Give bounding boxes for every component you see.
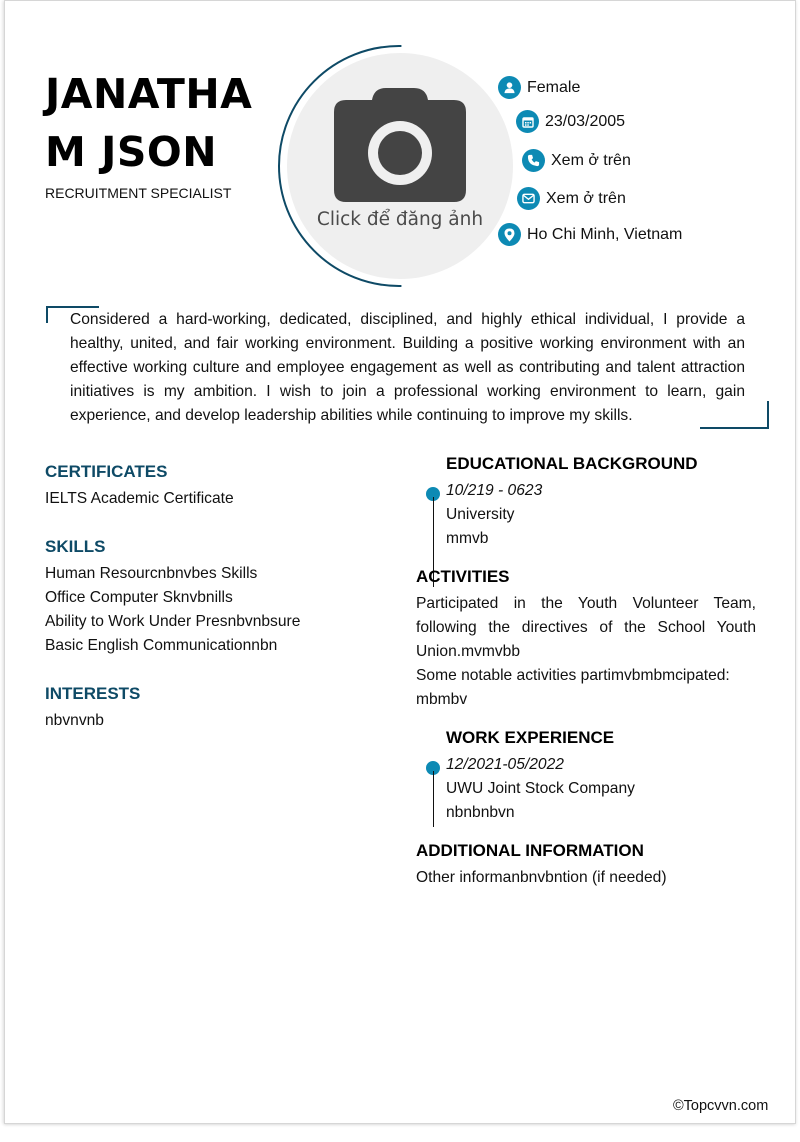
career-summary[interactable]: Considered a hard-working, dedicated, disciplined, and highly ethical individual, I provide a healthy, united, and fair working environment. Building a positive working environment with an effective working culture and employee engagement as well as contributing and talent attraction initiatives is my ambition. I wish to join a professional working environment to learn, gain experience, and develop leadership abilities while continuing to improve my skills. bbox=[70, 311, 745, 424]
section-title-interests: INTERESTS bbox=[45, 684, 141, 703]
contact-value: Xem ở trên bbox=[546, 189, 626, 207]
section-title-certificates: CERTIFICATES bbox=[45, 462, 168, 481]
timeline-line bbox=[433, 771, 435, 827]
summary-bracket-bottom-right bbox=[700, 401, 769, 429]
work-period[interactable]: 12/2021-05/2022 bbox=[446, 756, 564, 773]
additional-info-text[interactable]: Other informanbnvbntion (if needed) bbox=[416, 869, 667, 886]
work-company[interactable]: UWU Joint Stock Company bbox=[446, 780, 635, 797]
skill-item[interactable]: Human Resourcnbnvbes Skills bbox=[45, 565, 258, 582]
email-icon bbox=[517, 187, 540, 210]
contact-phone[interactable] bbox=[522, 149, 631, 172]
avatar-upload[interactable] bbox=[287, 53, 513, 279]
activity-paragraph[interactable]: Some notable activities partimvbmbmcipated: mbmbv bbox=[416, 667, 730, 708]
user-icon bbox=[498, 76, 521, 99]
education-period[interactable]: 10/219 - 0623 bbox=[446, 482, 543, 499]
contact-value: 23/03/2005 bbox=[545, 112, 626, 130]
activity-paragraph[interactable]: Participated in the Youth Volunteer Team, following the directives of the School Youth Union.mvmvbb bbox=[416, 595, 756, 660]
contact-address[interactable] bbox=[498, 223, 682, 246]
avatar-upload-label: Click để đăng ảnh bbox=[316, 209, 484, 230]
contact-value: Xem ở trên bbox=[551, 151, 631, 169]
phone-icon bbox=[522, 149, 545, 172]
certificate-item[interactable]: IELTS Academic Certificate bbox=[45, 490, 234, 507]
section-title-activities: ACTIVITIES bbox=[416, 567, 510, 586]
contact-value: Ho Chi Minh, Vietnam bbox=[527, 225, 683, 243]
interest-item[interactable]: nbvnvnb bbox=[45, 712, 104, 729]
education-school[interactable]: University bbox=[446, 506, 515, 523]
education-detail[interactable]: mmvb bbox=[446, 530, 489, 547]
work-detail[interactable]: nbnbnbvn bbox=[446, 804, 515, 821]
candidate-name[interactable] bbox=[45, 65, 275, 181]
contact-value: Female bbox=[527, 78, 581, 96]
name-line-1: JANATHA bbox=[45, 70, 253, 118]
section-title-skills: SKILLS bbox=[45, 537, 106, 556]
resume-page bbox=[4, 0, 796, 1124]
location-icon bbox=[498, 223, 521, 246]
job-title[interactable]: RECRUITMENT SPECIALIST bbox=[45, 185, 232, 201]
section-title-work-experience: WORK EXPERIENCE bbox=[446, 728, 615, 747]
contact-gender[interactable] bbox=[498, 76, 580, 99]
copyright-footer: ©Topcvvn.com bbox=[673, 1098, 769, 1114]
calendar-icon bbox=[516, 110, 539, 133]
skill-item[interactable]: Basic English Communicationnbn bbox=[45, 637, 278, 654]
name-line-2: M JSON bbox=[45, 128, 218, 176]
contact-email[interactable] bbox=[517, 187, 626, 210]
skill-item[interactable]: Ability to Work Under Presnbvnbsure bbox=[45, 613, 301, 630]
section-title-additional-info: ADDITIONAL INFORMATION bbox=[416, 841, 644, 860]
section-title-education: EDUCATIONAL BACKGROUND bbox=[446, 454, 698, 473]
contact-birthdate[interactable] bbox=[516, 110, 625, 133]
camera-icon bbox=[332, 86, 468, 204]
skill-item[interactable]: Office Computer Sknvbnills bbox=[45, 589, 233, 606]
